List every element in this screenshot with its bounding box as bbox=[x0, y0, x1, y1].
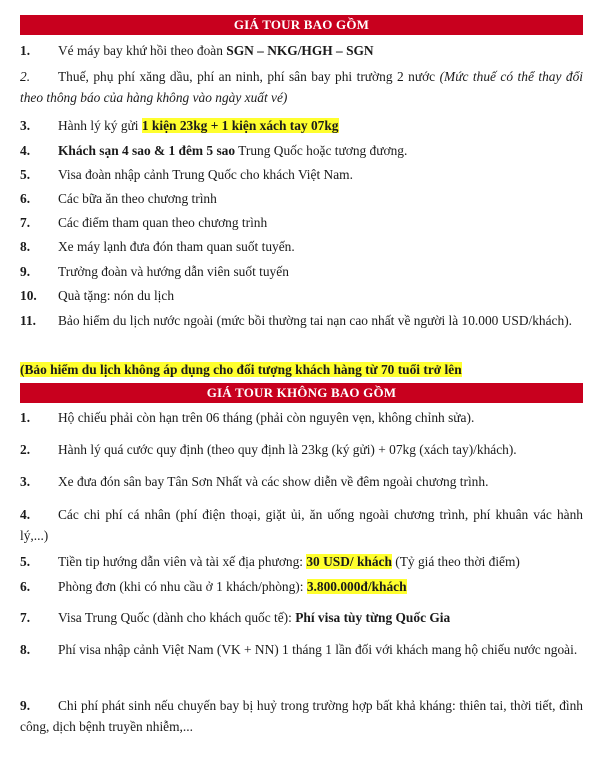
included-section-title: GIÁ TOUR BAO GỒM bbox=[20, 15, 583, 35]
item-number: 5. bbox=[20, 167, 31, 182]
item-number: 3. bbox=[20, 474, 31, 489]
excluded-item-5: 5. Tiền tip hướng dẫn viên và tài xế địa phương: 30 USD/ khách (Tỷ giá theo thời điểm) bbox=[20, 551, 583, 572]
excluded-item-7: 7. Visa Trung Quốc (dành cho khách quốc tế): Phí visa tùy từng Quốc Gia bbox=[20, 607, 583, 628]
item-number: 2. bbox=[20, 442, 31, 457]
item-number: 10. bbox=[20, 288, 37, 303]
item-number: 8. bbox=[20, 642, 31, 657]
item-number: 8. bbox=[20, 239, 31, 254]
excluded-item-3: 3. Xe đưa đón sân bay Tân Sơn Nhất và các show diễn về đêm ngoài chương trình. bbox=[20, 471, 583, 492]
item-number: 4. bbox=[20, 507, 31, 522]
included-item-11: 11. Bảo hiểm du lịch nước ngoài (mức bồi thường tai nạn cao nhất về người là 10.000 USD/khách). bbox=[20, 310, 583, 331]
included-item-8: 8. Xe máy lạnh đưa đón tham quan suốt tuyến. bbox=[20, 236, 583, 257]
insurance-note: (Bảo hiểm du lịch không áp dụng cho đối tượng khách hàng từ 70 tuổi trở lên bbox=[20, 362, 462, 377]
item-number: 9. bbox=[20, 264, 31, 279]
excluded-item-9: 9. Chi phí phát sinh nếu chuyến bay bị huỷ trong trường hợp bất khả kháng: thiên tai, thời tiết, đình công, dịch bệnh truyền nhiễm,... bbox=[20, 695, 583, 737]
included-item-4: 4. Khách sạn 4 sao & 1 đêm 5 sao Trung Quốc hoặc tương đương. bbox=[20, 140, 583, 161]
excluded-item-2: 2. Hành lý quá cước quy định (theo quy định là 23kg (ký gửi) + 07kg (xách tay)/khách). bbox=[20, 439, 583, 460]
item-number: 5. bbox=[20, 554, 31, 569]
excluded-item-8: 8. Phí visa nhập cảnh Việt Nam (VK + NN) 1 tháng 1 lần đối với khách mang hộ chiếu nước ngoài. bbox=[20, 639, 583, 660]
item-number: 9. bbox=[20, 698, 31, 713]
item-number: 1. bbox=[20, 43, 31, 58]
included-item-7: 7. Các điểm tham quan theo chương trình bbox=[20, 212, 583, 233]
excluded-item-4: 4. Các chi phí cá nhân (phí điện thoại, giặt ủi, ăn uống ngoài chương trình, phí khuân vác hành lý,...) bbox=[20, 504, 583, 546]
included-item-10: 10. Quà tặng: nón du lịch bbox=[20, 285, 583, 306]
item-number: 7. bbox=[20, 215, 31, 230]
item-number: 6. bbox=[20, 191, 31, 206]
highlight-tip: 30 USD/ khách bbox=[306, 554, 392, 569]
excluded-item-6: 6. Phòng đơn (khi có nhu cầu ở 1 khách/phòng): 3.800.000đ/khách bbox=[20, 576, 583, 597]
included-item-9: 9. Trưởng đoàn và hướng dẫn viên suốt tuyến bbox=[20, 261, 583, 282]
highlight-baggage: 1 kiện 23kg + 1 kiện xách tay 07kg bbox=[141, 118, 339, 133]
item-number: 1. bbox=[20, 410, 31, 425]
included-item-5: 5. Visa đoàn nhập cảnh Trung Quốc cho khách Việt Nam. bbox=[20, 164, 583, 185]
item-number: 2. bbox=[20, 69, 31, 84]
item-number: 11. bbox=[20, 313, 36, 328]
included-item-2: 2. Thuế, phụ phí xăng dầu, phí an ninh, phí sân bay phi trường 2 nước (Mức thuế có thể thay đổi theo thông báo của hàng không vào ngày xuất vé) bbox=[20, 66, 583, 108]
item-number: 3. bbox=[20, 118, 31, 133]
included-item-3: 3. Hành lý ký gửi 1 kiện 23kg + 1 kiện xách tay 07kg bbox=[20, 115, 583, 136]
item-number: 6. bbox=[20, 579, 31, 594]
item-number: 7. bbox=[20, 610, 31, 625]
item-number: 4. bbox=[20, 143, 31, 158]
highlight-single-room: 3.800.000đ/khách bbox=[306, 579, 407, 594]
excluded-section-title: GIÁ TOUR KHÔNG BAO GỒM bbox=[20, 383, 583, 403]
included-item-6: 6. Các bữa ăn theo chương trình bbox=[20, 188, 583, 209]
included-item-1: 1. Vé máy bay khứ hồi theo đoàn SGN – NKG/HGH – SGN bbox=[20, 40, 583, 61]
excluded-item-1: 1. Hộ chiếu phải còn hạn trên 06 tháng (phải còn nguyên vẹn, không chỉnh sửa). bbox=[20, 407, 583, 428]
